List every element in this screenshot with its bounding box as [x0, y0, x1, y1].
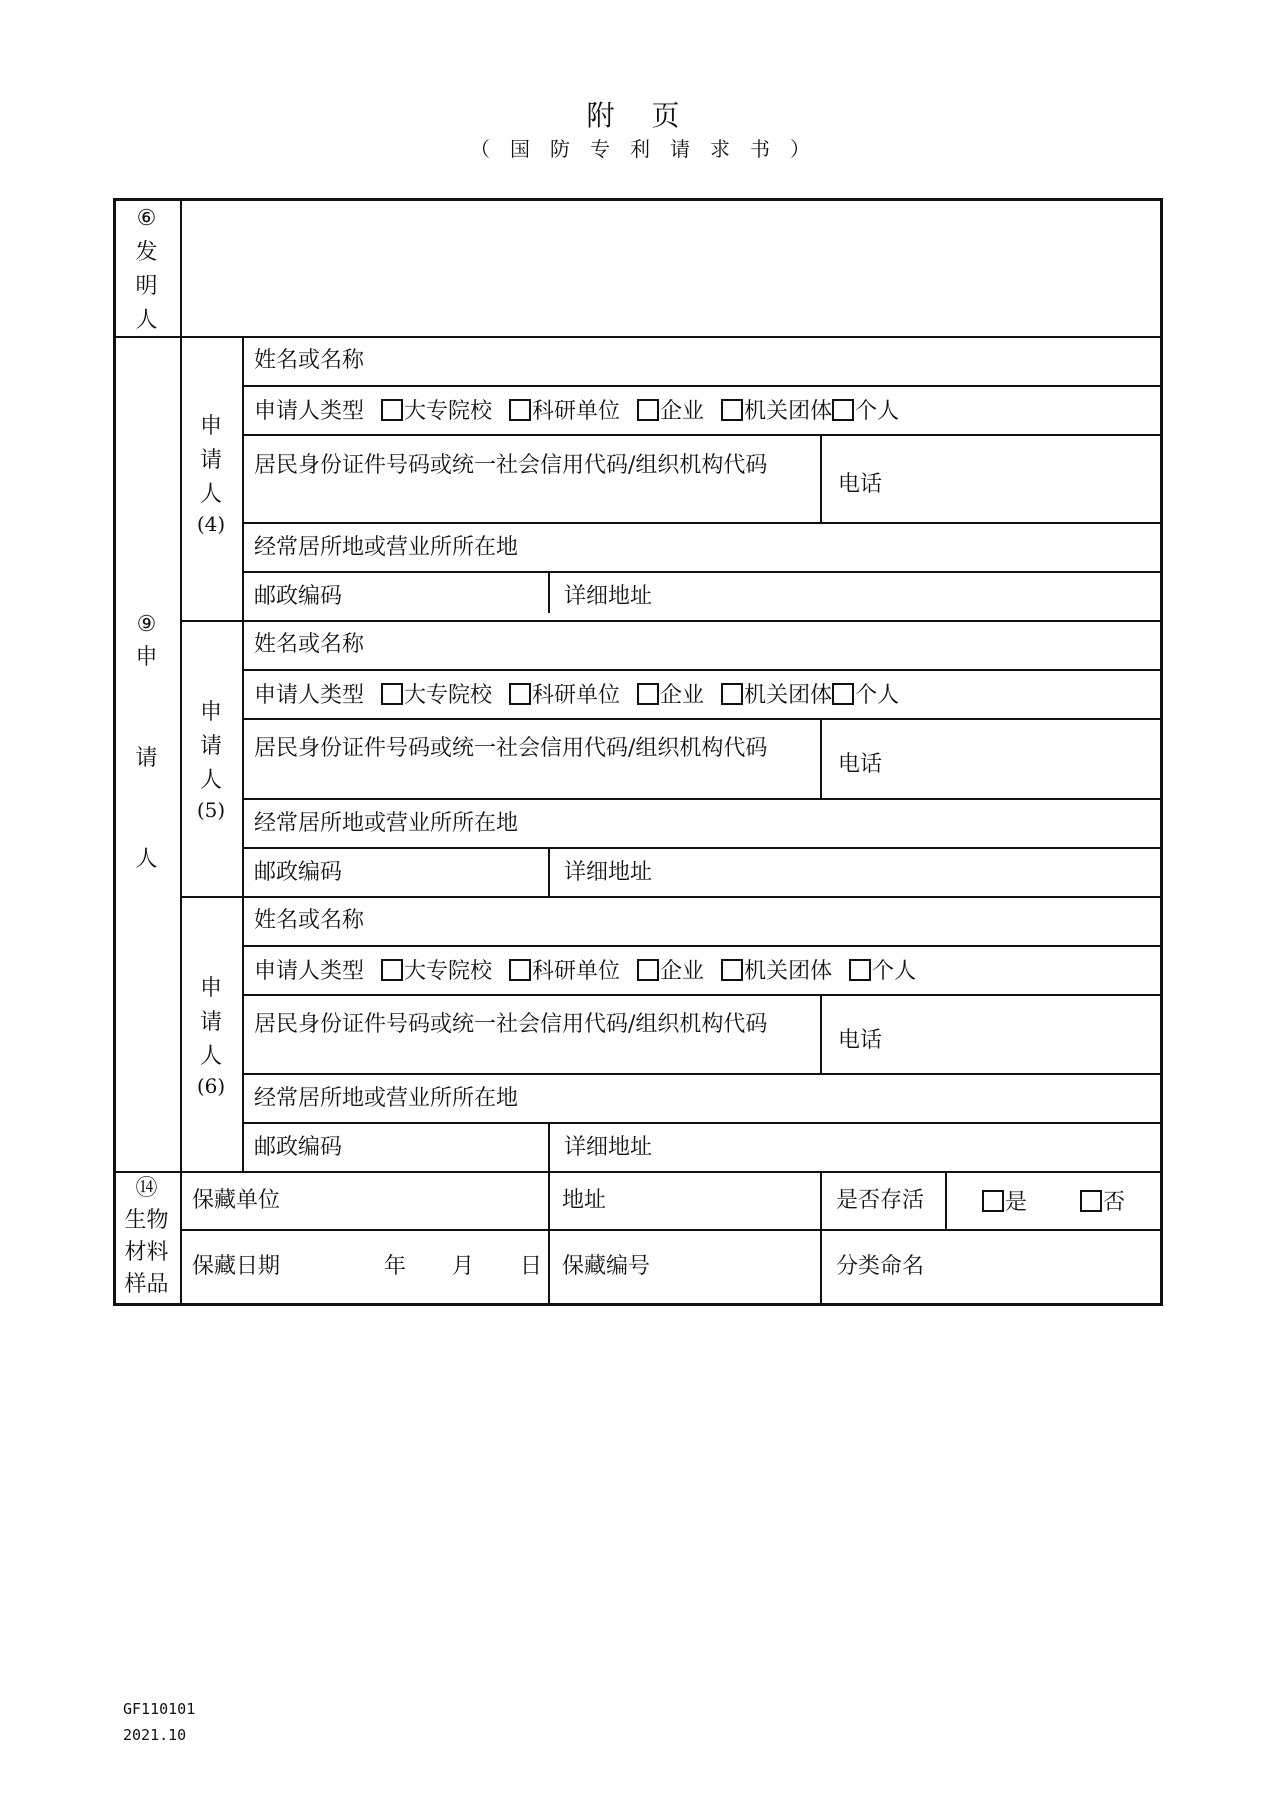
- type-label: 申请人类型: [254, 959, 365, 984]
- col-divider: [820, 1171, 822, 1304]
- label-char: 申: [199, 700, 222, 725]
- checkbox-icon[interactable]: [721, 959, 743, 981]
- type-label: 申请人类型: [254, 399, 365, 424]
- applicant-section-label: [113, 608, 180, 876]
- option-label: 个人: [855, 399, 900, 424]
- row-divider: [242, 847, 1162, 849]
- type-option-university[interactable]: [381, 959, 492, 983]
- deposit-date-label: 保藏日期: [192, 1254, 281, 1279]
- checkbox-icon[interactable]: [849, 959, 871, 981]
- applicant-type-row: [254, 959, 916, 983]
- page-title: 附 页: [586, 99, 694, 132]
- type-option-research[interactable]: [509, 399, 620, 423]
- checkbox-icon[interactable]: [637, 399, 659, 421]
- option-label: 机关团体: [744, 959, 833, 984]
- label-line: 材料: [124, 1240, 169, 1265]
- checkbox-icon[interactable]: [637, 683, 659, 705]
- table-border-right: [1160, 198, 1163, 1306]
- page-subtitle: [0, 133, 1280, 162]
- section-number: ⑭: [135, 1176, 158, 1201]
- option-label: 大专院校: [404, 683, 493, 708]
- option-label: 否: [1103, 1190, 1126, 1215]
- year-label: 年: [384, 1254, 407, 1279]
- row-divider: [242, 718, 1162, 720]
- type-option-research[interactable]: [509, 959, 620, 983]
- subtitle-char: ）: [790, 137, 810, 161]
- depository-address-label: 地址: [562, 1188, 607, 1213]
- row-divider: [180, 1229, 1162, 1231]
- accession-number-label: 保藏编号: [562, 1254, 651, 1279]
- type-option-research[interactable]: [509, 683, 620, 707]
- label-char: 请: [199, 734, 222, 759]
- inventor-label: [113, 202, 180, 338]
- checkbox-icon[interactable]: [509, 399, 531, 421]
- type-option-government[interactable]: [721, 399, 832, 423]
- label-line: 生物: [124, 1208, 169, 1233]
- col-divider: [820, 434, 822, 522]
- option-label: 个人: [872, 959, 917, 984]
- applicant-label: [180, 696, 242, 822]
- row-divider: [242, 1073, 1162, 1075]
- row-divider: [242, 434, 1162, 436]
- label-char: 请: [199, 1010, 222, 1035]
- type-option-enterprise[interactable]: [637, 683, 704, 707]
- postal-code-label: 邮政编码: [254, 860, 343, 885]
- form-code: GF110101: [123, 1700, 196, 1718]
- phone-label: 电话: [838, 1028, 883, 1053]
- row-divider: [242, 385, 1162, 387]
- phone-label: 电话: [838, 472, 883, 497]
- option-label: 企业: [660, 683, 705, 708]
- row-divider: [113, 1171, 1162, 1173]
- option-label: 企业: [660, 399, 705, 424]
- checkbox-icon[interactable]: [721, 399, 743, 421]
- label-char: 申: [199, 976, 222, 1001]
- col-divider: [548, 847, 550, 896]
- residence-label: 经常居所地或营业所所在地: [254, 535, 519, 560]
- checkbox-icon[interactable]: [381, 399, 403, 421]
- type-option-individual[interactable]: [849, 959, 916, 983]
- applicant-type-row: [254, 683, 899, 707]
- label-line: 样品: [124, 1272, 169, 1297]
- subtitle-char: 请: [670, 137, 690, 161]
- applicant-type-row: [254, 399, 899, 423]
- row-divider: [242, 669, 1162, 671]
- subtitle-char: 书: [750, 137, 770, 161]
- option-label: 机关团体: [744, 399, 833, 424]
- applicant-index: (5): [196, 798, 226, 822]
- option-label: 大专院校: [404, 399, 493, 424]
- col-divider: [945, 1171, 947, 1229]
- label-char: 人: [199, 768, 222, 793]
- type-option-government[interactable]: [721, 683, 832, 707]
- option-label: 个人: [855, 683, 900, 708]
- id-label: 居民身份证件号码或统一社会信用代码/组织机构代码: [254, 453, 768, 478]
- option-label: 企业: [660, 959, 705, 984]
- viable-yes-option[interactable]: [982, 1190, 1027, 1214]
- label-char: 人: [199, 1044, 222, 1069]
- col-divider: [820, 718, 822, 798]
- applicant-index: (4): [196, 512, 226, 536]
- type-option-university[interactable]: [381, 683, 492, 707]
- table-border-bottom: [113, 1303, 1163, 1306]
- viable-no-option[interactable]: [1080, 1190, 1125, 1214]
- label-char: 人: [135, 847, 158, 872]
- type-option-individual[interactable]: [832, 399, 899, 423]
- checkbox-icon[interactable]: [1080, 1190, 1102, 1212]
- month-label: 月: [452, 1254, 475, 1279]
- address-label: 详细地址: [564, 1135, 653, 1160]
- name-label: 姓名或名称: [254, 348, 365, 373]
- checkbox-icon[interactable]: [832, 399, 854, 421]
- option-label: 是: [1005, 1190, 1028, 1215]
- option-label: 科研单位: [532, 683, 621, 708]
- name-label: 姓名或名称: [254, 632, 365, 657]
- row-divider: [242, 571, 1162, 573]
- viable-label: 是否存活: [836, 1188, 925, 1213]
- label-char: 人: [135, 308, 158, 333]
- applicant-label: [180, 410, 242, 536]
- phone-label: 电话: [838, 752, 883, 777]
- address-label: 详细地址: [564, 584, 653, 609]
- form-version: 2021.10: [123, 1726, 187, 1744]
- residence-label: 经常居所地或营业所所在地: [254, 1086, 519, 1111]
- col-divider: [820, 994, 822, 1073]
- type-label: 申请人类型: [254, 683, 365, 708]
- subtitle-char: （: [470, 137, 490, 161]
- subtitle-char: 求: [710, 137, 730, 161]
- depository-label: 保藏单位: [192, 1188, 281, 1213]
- checkbox-icon[interactable]: [381, 959, 403, 981]
- label-char: 申: [199, 414, 222, 439]
- row-divider: [242, 1122, 1162, 1124]
- checkbox-icon[interactable]: [637, 959, 659, 981]
- checkbox-icon[interactable]: [509, 959, 531, 981]
- row-divider: [242, 945, 1162, 947]
- col-divider: [548, 1171, 550, 1304]
- row-divider: [242, 522, 1162, 524]
- type-option-government[interactable]: [721, 959, 832, 983]
- subtitle-char: 防: [550, 137, 570, 161]
- label-char: 请: [199, 448, 222, 473]
- label-char: 请: [135, 746, 158, 771]
- row-divider: [180, 620, 1162, 622]
- row-divider: [113, 336, 1162, 338]
- subtitle-char: 国: [510, 137, 530, 161]
- checkbox-icon[interactable]: [832, 683, 854, 705]
- residence-label: 经常居所地或营业所所在地: [254, 811, 519, 836]
- applicant-index: (6): [196, 1074, 226, 1098]
- option-label: 科研单位: [532, 959, 621, 984]
- taxonomy-label: 分类命名: [836, 1254, 925, 1279]
- section-number: ⑨: [136, 612, 157, 637]
- col-divider: [548, 1122, 550, 1171]
- section-number: ⑥: [136, 206, 157, 231]
- postal-code-label: 邮政编码: [254, 1135, 343, 1160]
- col-divider: [548, 571, 550, 613]
- option-label: 科研单位: [532, 399, 621, 424]
- biomaterial-label: [113, 1173, 180, 1301]
- postal-code-label: 邮政编码: [254, 584, 343, 609]
- row-divider: [180, 896, 1162, 898]
- type-option-enterprise[interactable]: [637, 959, 704, 983]
- label-char: 发: [135, 240, 158, 265]
- inventor-field[interactable]: [183, 201, 1159, 335]
- label-char: 人: [199, 482, 222, 507]
- row-divider: [242, 994, 1162, 996]
- type-option-enterprise[interactable]: [637, 399, 704, 423]
- applicant-label: [180, 972, 242, 1098]
- label-char: 申: [135, 645, 158, 670]
- id-label: 居民身份证件号码或统一社会信用代码/组织机构代码: [254, 736, 768, 761]
- subtitle-char: 专: [590, 137, 610, 161]
- address-label: 详细地址: [564, 860, 653, 885]
- checkbox-icon[interactable]: [509, 683, 531, 705]
- label-char: 明: [135, 274, 158, 299]
- checkbox-icon[interactable]: [982, 1190, 1004, 1212]
- day-label: 日: [520, 1254, 543, 1279]
- row-divider: [242, 798, 1162, 800]
- option-label: 大专院校: [404, 959, 493, 984]
- id-label: 居民身份证件号码或统一社会信用代码/组织机构代码: [254, 1012, 768, 1037]
- checkbox-icon[interactable]: [381, 683, 403, 705]
- type-option-individual[interactable]: [832, 683, 899, 707]
- type-option-university[interactable]: [381, 399, 492, 423]
- subtitle-char: 利: [630, 137, 650, 161]
- name-label: 姓名或名称: [254, 908, 365, 933]
- col-divider: [242, 336, 244, 1171]
- checkbox-icon[interactable]: [721, 683, 743, 705]
- option-label: 机关团体: [744, 683, 833, 708]
